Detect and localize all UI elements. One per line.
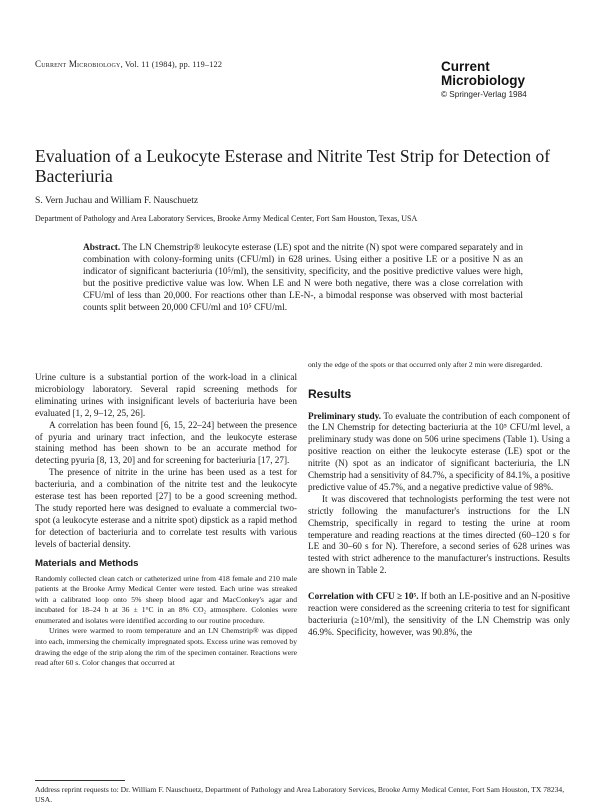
logo-line-1: Current bbox=[441, 59, 490, 74]
methods-heading: Materials and Methods bbox=[35, 557, 139, 569]
results-runin-1: Preliminary study. bbox=[308, 410, 382, 421]
results-text-3: If both an LE-positive and an N-positive reaction were considered as the screening criteria to test for significant bacteriuria (≥10⁵/ml), the sensitivity of the LN Chemstrip was only 46.9%. Specificity, however, was 90.8%, the bbox=[308, 591, 570, 637]
abstract bbox=[83, 243, 523, 314]
methods-paragraph-2: Urines were warmed to room temperature and an LN Chemstrip® was dipped into each, immersing the chemically impregnated spots. Excess urine was removed by drawing the edge of the strip along the rim of the specimen container. Reactions were read after 60 s. Color changes that occurred at bbox=[35, 626, 297, 668]
affiliation: Department of Pathology and Area Laboratory Services, Brooke Army Medical Center, Fort Sam Houston, Texas, USA bbox=[35, 214, 418, 223]
results-paragraph-3 bbox=[308, 591, 570, 639]
journal-name: Current Microbiology bbox=[35, 59, 121, 69]
results-text-1: To evaluate the contribution of each component of the LN Chemstrip for detecting bacteriuria at the 10⁵ CFU/ml level, a preliminary study was done on 506 urine specimens (Table 1). Using a positive reaction on either the leukocyte esterase (LE) spot or the nitrite (N) spot as an indicator of significant bacteriuria, the LN Chemstrip had a sensitivity of 84.7%, a specificity of 84.1%, a positive predictive value of 45.7%, and a negative predictive value of 98%. bbox=[308, 410, 570, 492]
authors: S. Vern Juchau and William F. Nauschuetz bbox=[35, 195, 199, 206]
copyright: © Springer-Verlag 1984 bbox=[441, 90, 527, 99]
logo-line-2: Microbiology bbox=[441, 73, 525, 88]
intro-paragraph-3: The presence of nitrite in the urine has been used as a test for bacteriuria, and a combination of the nitrite test and the leukocyte esterase test has been reported [27] to be a good screening method. The study reported here was designed to evaluate a commercial two-spot (a leukocyte esterase and a nitrite spot) dipstick as a rapid method for detection of bacteriuria and to correlate test results with various levels of bacterial density. bbox=[35, 467, 297, 549]
paragraph-gap bbox=[308, 577, 570, 591]
footnote-rule bbox=[35, 780, 125, 781]
abstract-text: The LN Chemstrip® leukocyte esterase (LE) spot and the nitrite (N) spot were compared separately and in combination with colony-forming units (CFU/ml) in 628 urines. Using either a positive LE or a positive N as an indicator of significant bacteriuria (10⁵/ml), the sensitivity, specificity, and the positive predictive values were high, but the positive predictive value was low. When LE and N were both negative, there was a close correlation with CFU/ml of less than 20,000. For reactions other than LE-N-, a bimodal response was observed with most bacterial counts split between 20,000 CFU/ml and 10⁵ CFU/ml. bbox=[83, 243, 523, 313]
methods-paragraph-1: Randomly collected clean catch or catheterized urine from 418 female and 210 male patients at the Brooke Army Medical Center were tested. Each urine was streaked with a calibrated loop onto 5% sheep blood agar and MacConkey's agar and incubated for 18–24 h at 36 ± 1°C in an 8% CO₂ atmosphere. Colonies were enumerated and isolates were identified according to our routine procedure. bbox=[35, 573, 297, 625]
right-column bbox=[308, 360, 570, 639]
intro-paragraph-1: Urine culture is a substantial portion of the work-load in a clinical microbiology laboratory. Several rapid screening methods for eliminating urines with insignificant levels of bacteriuria have been evaluated [1, 2, 9–12, 25, 26]. bbox=[35, 372, 297, 418]
running-header bbox=[35, 59, 222, 69]
results-heading: Results bbox=[308, 386, 352, 401]
citation: , Vol. 11 (1984), pp. 119–122 bbox=[120, 60, 223, 69]
results-paragraph-1 bbox=[308, 411, 570, 494]
article-title: Evaluation of a Leukocyte Esterase and Nitrite Test Strip for Detection of Bacteriuria bbox=[35, 146, 551, 186]
results-runin-3: Correlation with CFU ≥ 10⁵. bbox=[308, 591, 419, 602]
footnote: Address reprint requests to: Dr. William F. Nauschuetz, Department of Pathology and Area Laboratory Services, Brooke Army Medical Center, Fort Sam Houston, TX 78234, USA. bbox=[35, 785, 565, 804]
intro-paragraph-2: A correlation has been found [6, 15, 22–24] between the presence of pyuria and urinary tract infection, and the leukocyte esterase staining method has been shown to be an accurate method for detecting pyuria [8, 13, 20] and for screening for bacteriuria [17, 27]. bbox=[35, 419, 297, 466]
results-paragraph-2: It was discovered that technologists performing the test were not strictly following the manufacturer's instructions for the LN Chemstrip, specifically in regard to testing the urine at room temperature and reading reactions at the times directed (60–120 s for LE and 30–60 s for N). Therefore, a second series of 628 urines was tested with strict adherence to the manufacturer's instructions. Results are shown in Table 2. bbox=[308, 493, 570, 576]
journal-logo bbox=[441, 60, 571, 99]
left-column bbox=[35, 372, 297, 669]
methods-continuation: only the edge of the spots or that occurred only after 2 min were disregarded. bbox=[308, 360, 543, 369]
abstract-label: Abstract. bbox=[83, 243, 121, 253]
